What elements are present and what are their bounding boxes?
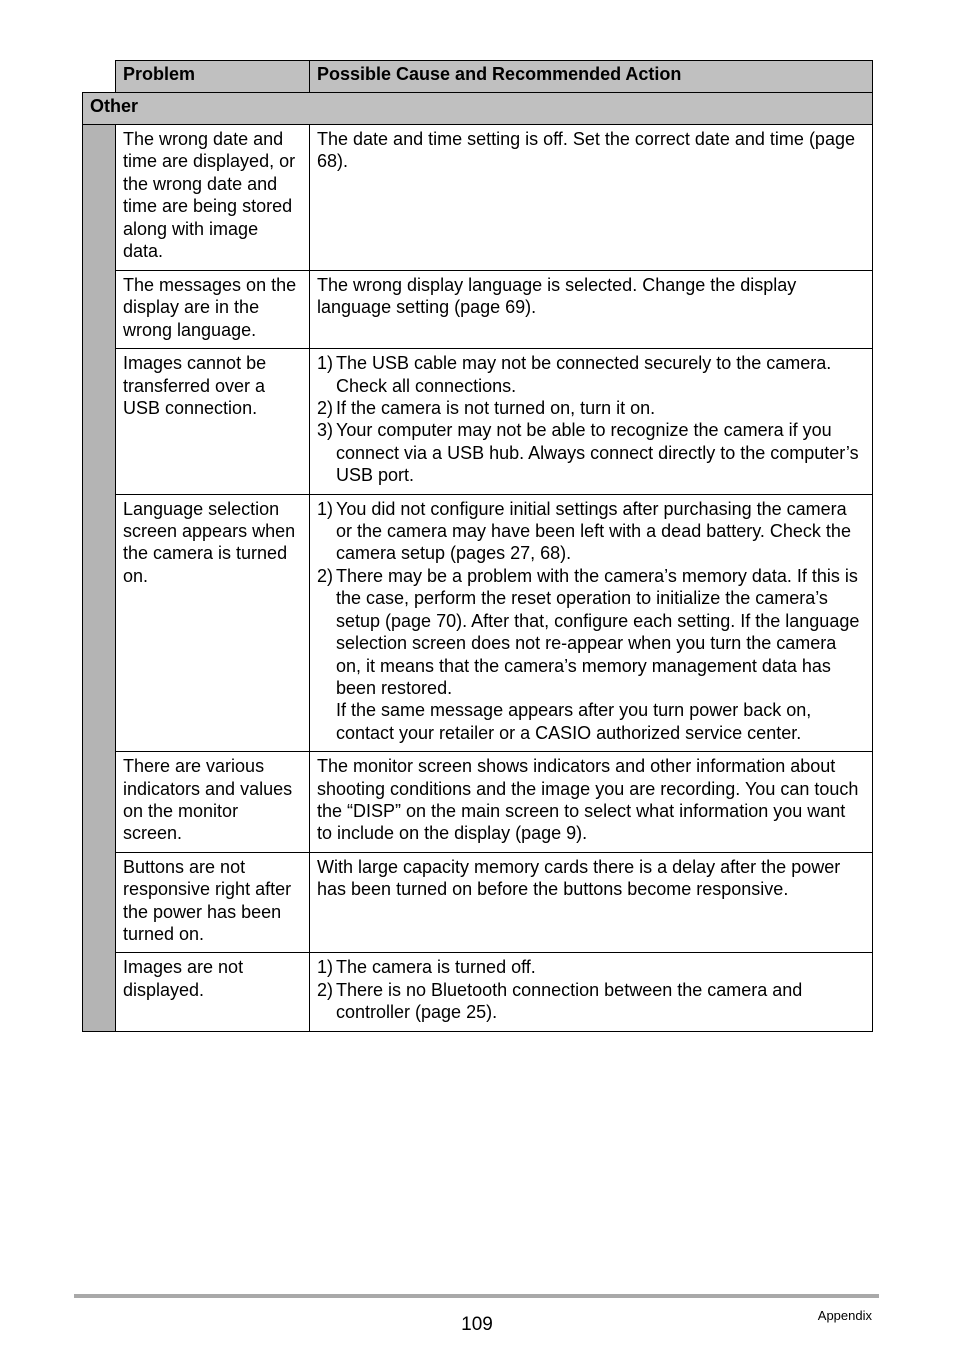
- cause-list: [317, 956, 865, 1023]
- list-item: [317, 419, 865, 486]
- table-row: [83, 125, 873, 271]
- table-row: [83, 752, 873, 853]
- item-text: If the camera is not turned on, turn it on.: [336, 398, 656, 419]
- table-row: [83, 494, 873, 751]
- problem-cell: Language selection screen appears when the camera is turned on.: [116, 494, 310, 751]
- cause-cell: The monitor screen shows indicators and other information about shooting conditions and the image you are recording. You can touch the “DISP” on the main screen to select what information you want to include on the display (page 9).: [310, 752, 873, 853]
- footer-rule: [74, 1294, 879, 1298]
- problem-cell: There are various indicators and values on the monitor screen.: [116, 752, 310, 853]
- item-text: Your computer may not be able to recognize the camera if you connect via a USB hub. Always connect directly to the computer’s USB port.: [336, 420, 859, 486]
- problem-cell: Buttons are not responsive right after the power has been turned on.: [116, 852, 310, 953]
- cause-cell: The date and time setting is off. Set the correct date and time (page 68).: [310, 125, 873, 271]
- item-note: If the same message appears after you turn power back on, contact your retailer or a CASIO authorized service center.: [336, 700, 812, 743]
- list-item: [317, 565, 865, 744]
- section-title: Other: [83, 93, 873, 125]
- item-number: 3): [317, 420, 334, 441]
- cause-cell: With large capacity memory cards there is a delay after the power has been turned on before the buttons become responsive.: [310, 852, 873, 953]
- header-problem: Problem: [116, 61, 310, 93]
- list-item: [317, 979, 865, 1024]
- item-text: You did not configure initial settings after purchasing the camera or the camera may have been left with a dead battery. Check the camera setup (pages 27, 68).: [336, 498, 851, 564]
- item-text: The USB cable may not be connected securely to the camera. Check all connections.: [336, 353, 832, 396]
- table-row: [83, 271, 873, 349]
- list-item: [317, 352, 865, 397]
- item-number: 2): [317, 398, 334, 419]
- item-text: There is no Bluetooth connection between the camera and controller (page 25).: [336, 979, 803, 1023]
- page-number: 109: [461, 1314, 493, 1335]
- cause-cell: [310, 349, 873, 494]
- item-text: There may be a problem with the camera’s memory data. If this is the case, perform the reset operation to initialize the camera’s setup (page 70). After that, configure each setting. If the language selection screen does not re-appear when you turn the camera on, it means that the camera’s memory management data has been restored.: [336, 565, 860, 698]
- item-text: The camera is turned off.: [336, 957, 536, 978]
- item-number: 1): [317, 957, 334, 978]
- problem-cell: Images are not displayed.: [116, 953, 310, 1031]
- table-row: [83, 953, 873, 1031]
- footer-section-label: Appendix: [817, 1308, 872, 1323]
- section-row: [83, 93, 873, 125]
- problem-cell: The messages on the display are in the wrong language.: [116, 271, 310, 349]
- problem-cell: The wrong date and time are displayed, or the wrong date and time are being stored along with image data.: [116, 125, 310, 271]
- table-row: [83, 852, 873, 953]
- problem-cell: Images cannot be transferred over a USB connection.: [116, 349, 310, 494]
- cause-cell: [310, 494, 873, 751]
- list-item: [317, 397, 865, 419]
- item-number: 2): [317, 979, 334, 1000]
- cause-list: [317, 352, 865, 486]
- list-item: [317, 498, 865, 565]
- list-item: [317, 956, 865, 978]
- troubleshooting-table: [82, 60, 872, 1032]
- header-cause: Possible Cause and Recommended Action: [310, 61, 873, 93]
- item-number: 1): [317, 353, 334, 374]
- cause-list: [317, 498, 865, 744]
- section-sidebar: [83, 125, 116, 1032]
- cause-cell: [310, 953, 873, 1031]
- cause-cell: The wrong display language is selected. Change the display language setting (page 69).: [310, 271, 873, 349]
- item-number: 1): [317, 498, 334, 519]
- table-row: [83, 349, 873, 494]
- item-number: 2): [317, 565, 334, 586]
- table-header-row: [83, 61, 873, 93]
